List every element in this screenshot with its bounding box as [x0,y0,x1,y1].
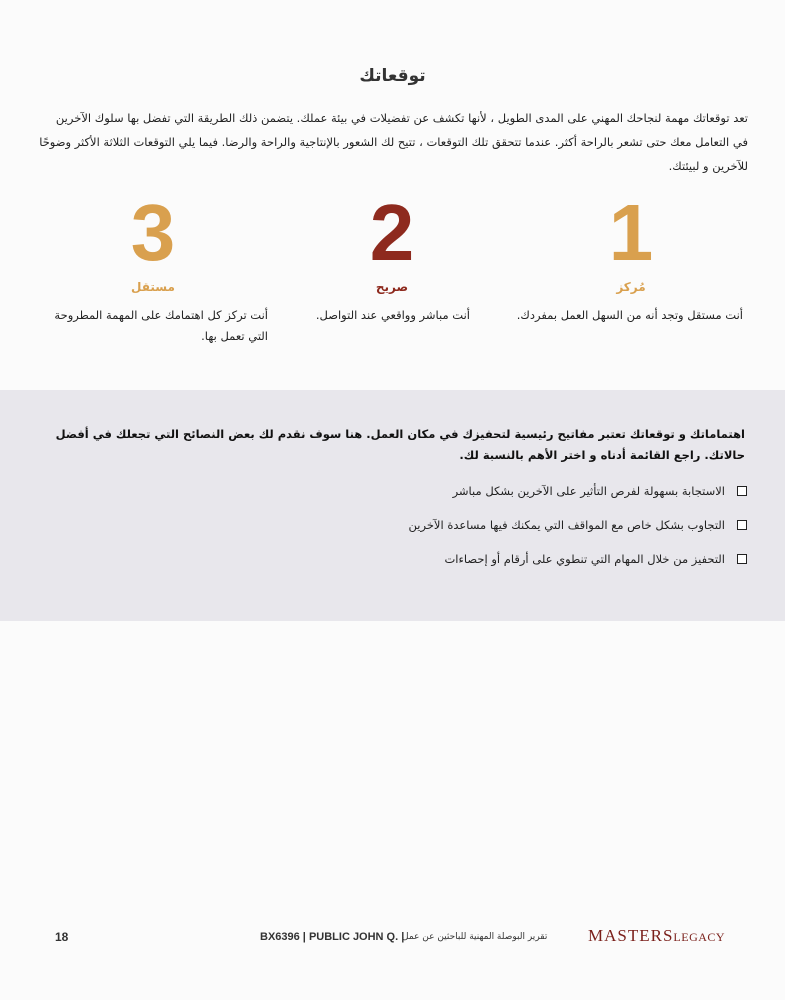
checklist-item[interactable] [227,508,747,542]
expectation-title-1: مُركز [616,280,646,294]
logo-main-text: MASTERS [588,926,674,945]
expectation-title-3: مستقل [131,280,175,294]
section-title: توقعاتك [359,66,426,86]
interests-text: اهتماماتك و توقعاتك تعتبر مفاتيح رئيسية لتحفيزك في مكان العمل. هنا سوف نقدم لك بعض النصائح التي تجعلك في أفضل حالاتك. راجع القائمة أدناه و اختر الأهم بالنسبة لك. [55,427,745,462]
masters-legacy-logo [588,926,725,946]
page-footer [0,926,785,950]
expectation-desc-2: أنت مباشر وواقعي عند التواصل. [315,308,470,322]
interests-checklist [227,474,747,576]
page-number: 18 [55,930,69,944]
expectation-number-1: 1 [608,188,654,277]
expectation-title-2: صريح [375,280,409,294]
expectation-desc-1: أنت مستقل وتجد أنه من السهل العمل بمفردك. [516,308,743,322]
expectation-number-2: 2 [369,188,415,277]
checklist-item[interactable] [227,474,747,508]
checkbox-icon[interactable] [737,486,747,496]
intro-paragraph: تعد توقعاتك مهمة لنجاحك المهني على المدى الطويل ، لأنها تكشف عن تفضيلات في بيئة عملك. يتضمن ذلك الطريقة التي تفضل بها سلوك الآخرين في التعامل معك حتى تشعر بالراحة أكثر. عندما تتحقق تلك التوقعات ، تتيح لك الشعور بالإنتاجية والراحة والرضا. فيما يلي التوقعات الثلاثة الأكثر وضوحًا للآخرين و لبيئتك. [39,111,748,173]
checkbox-icon[interactable] [737,554,747,564]
logo-sub-text: LEGACY [673,930,726,944]
checklist-item-label: التجاوب بشكل خاص مع المواقف التي يمكنك فيها مساعدة الآخرين [408,518,725,532]
checklist-item-label: الاستجابة بسهولة لفرص التأثير على الآخرين بشكل مباشر [452,484,725,498]
expectation-desc-3: أنت تركز كل اهتمامك على المهمة المطروحة التي تعمل بها. [54,308,268,343]
report-id: BX6396 | PUBLIC JOHN Q. | [260,931,405,943]
checkbox-icon[interactable] [737,520,747,530]
report-name: تقرير البوصلة المهنية للباحثين عن عمل [402,932,548,942]
checklist-item-label: التحفيز من خلال المهام التي تنطوي على أرقام أو إحصاءات [444,552,725,566]
checklist-item[interactable] [227,542,747,576]
expectation-number-3: 3 [130,188,176,277]
